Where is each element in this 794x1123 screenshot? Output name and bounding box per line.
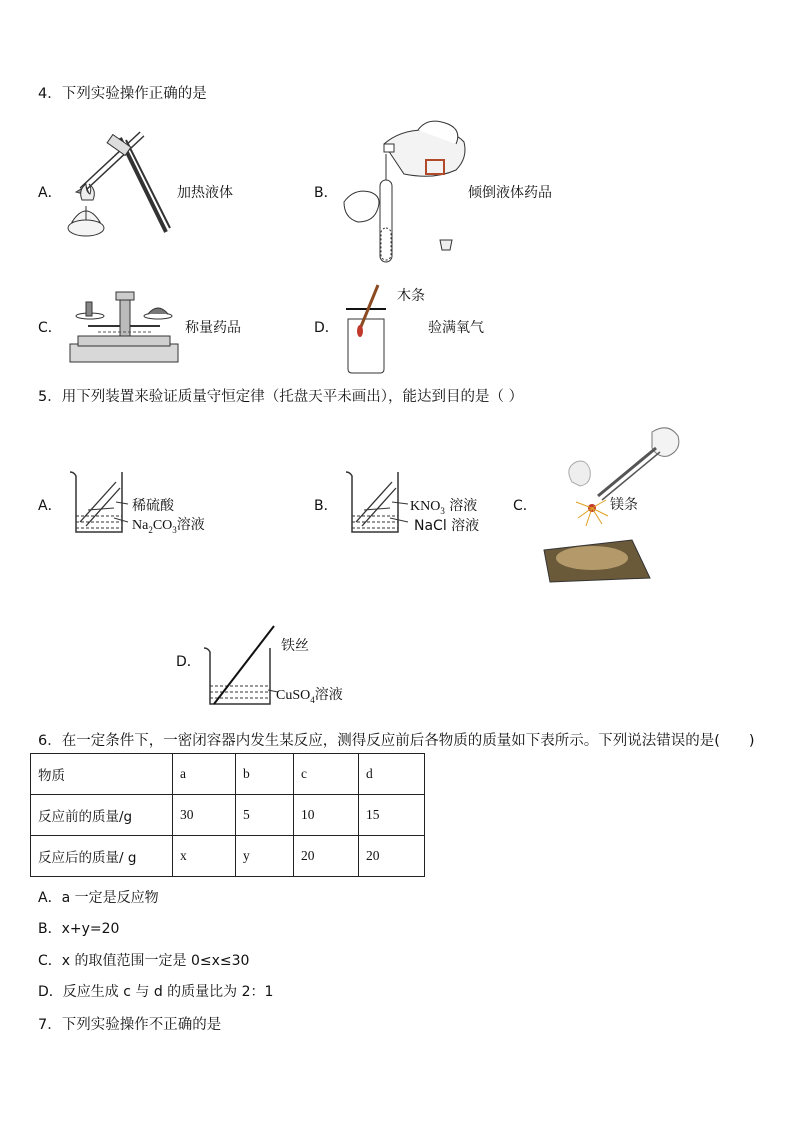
q5-a-bottom-label [132,514,205,535]
table-cell: x [173,836,236,877]
q4-option-a-letter: A． [38,185,62,201]
formula-part: 溶液 [176,517,205,533]
formula-subscript: 3 [172,524,177,535]
table-cell: 反应前的质量/g [31,795,173,836]
q4-option-a-caption: 加热液体 [177,185,233,201]
q5-option-c-letter: C． [513,498,537,514]
table-cell: b [236,754,294,795]
q5-d-top-label: 铁丝 [281,638,309,654]
question-5-stem: 5．用下列装置来验证质量守恒定律（托盘天平未画出），能达到目的是（ ） [38,389,524,405]
q5-b-top-label [410,495,477,516]
q6-option-c: C．x 的取值范围一定是 0≤x≤30 [38,953,250,969]
q4-option-d-caption: 验满氧气 [428,320,484,336]
q6-option-b: B．x+y=20 [38,921,120,937]
formula-part: KNO [410,499,441,514]
q5-a-top-label: 稀硫酸 [132,498,174,514]
q4-option-d-letter: D． [314,320,339,336]
table-cell: 15 [359,795,425,836]
formula-part: Na [132,518,149,533]
table-row [31,795,425,836]
formula-subscript: 3 [440,505,445,516]
table-cell: d [359,754,425,795]
formula-part: CuSO [276,688,311,703]
formula-subscript: 4 [310,694,315,705]
q4-option-b-letter: B． [314,185,338,201]
magnesium-burning-illustration [532,422,684,582]
table-cell: 物质 [31,754,173,795]
table-cell: y [236,836,294,877]
q5-option-a-letter: A． [38,498,62,514]
heating-liquid-illustration [62,130,172,248]
beaker-iron-wire-illustration [202,624,278,710]
table-header-row [31,754,425,795]
q5-option-d-letter: D． [176,654,201,670]
q6-option-d: D．反应生成 c 与 d 的质量比为 2：1 [38,984,274,1000]
mass-table [30,753,425,877]
table-cell: 反应后的质量/ g [31,836,173,877]
formula-part: 溶液 [444,498,478,514]
oxygen-test-illustration [340,283,392,375]
q6-option-a: A．a 一定是反应物 [38,890,159,906]
formula-part: 溶液 [314,687,343,703]
q4-option-b-caption: 倾倒液体药品 [468,185,552,201]
question-7-stem: 7．下列实验操作不正确的是 [38,1017,222,1033]
q5-b-bottom-label: NaCl 溶液 [414,518,480,534]
table-cell: 10 [294,795,359,836]
question-6-stem: 6．在一定条件下，一密闭容器内发生某反应，测得反应前后各物质的质量如下表所示。下列说法错误的是( ) [38,733,755,749]
table-cell: 20 [294,836,359,877]
q4-option-c-letter: C． [38,320,62,336]
beaker-sulfuric-acid-illustration [66,470,128,536]
table-row [31,836,425,877]
pouring-liquid-illustration [340,114,468,264]
q4-option-c-caption: 称量药品 [185,320,241,336]
table-cell: 20 [359,836,425,877]
table-cell: 30 [173,795,236,836]
formula-part: CO [152,518,173,533]
table-cell: 5 [236,795,294,836]
formula-subscript: 2 [148,524,153,535]
q4-option-d-stick-label: 木条 [397,288,425,304]
beaker-kno3-illustration [342,470,404,536]
table-cell: a [173,754,236,795]
q5-d-bottom-label [276,684,343,705]
table-cell: c [294,754,359,795]
balance-weighing-illustration [68,290,180,366]
question-4-stem: 4．下列实验操作正确的是 [38,86,207,102]
q5-c-label: 镁条 [610,497,638,513]
q5-option-b-letter: B． [314,498,338,514]
